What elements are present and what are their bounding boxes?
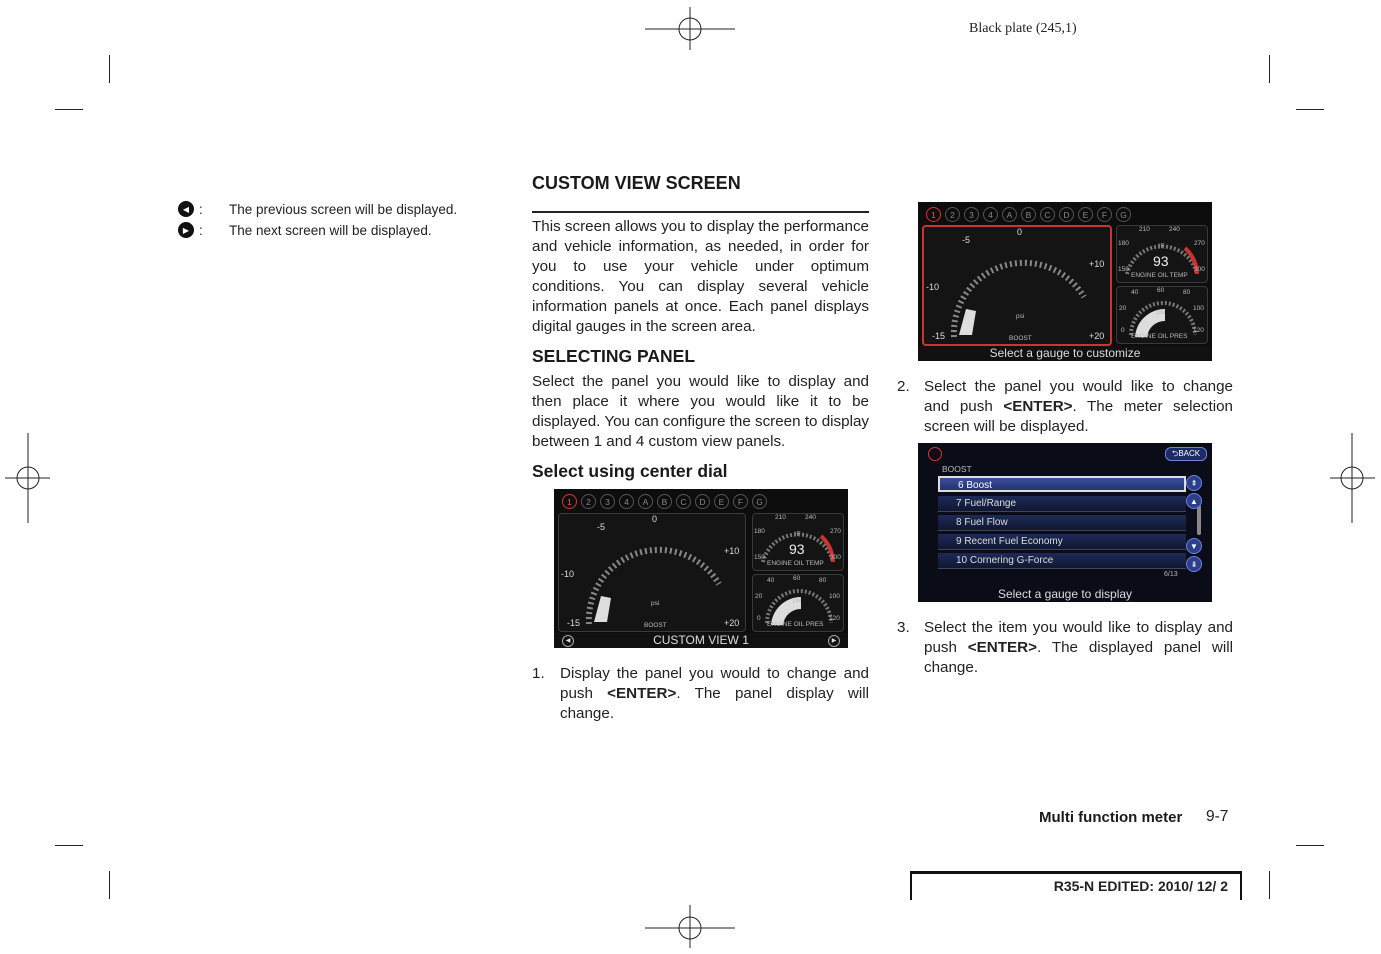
tab[interactable]: 4 [619,494,634,509]
tick-label: -15 [567,618,581,628]
tick-label: 40 [767,577,775,584]
scroll-down-icon[interactable]: ▼ [1186,538,1202,554]
legend-row-previous: ◀ : The previous screen will be displayed. [178,201,457,217]
tab[interactable]: C [1040,207,1055,222]
tab[interactable]: 3 [964,207,979,222]
step-text: . The displayed panel will change. [924,639,1233,676]
gauge-label: BOOST [1009,335,1032,342]
enter-key: <ENTER> [607,685,677,702]
footer-page-number: 9-7 [1206,808,1229,825]
tick-label: 150 [754,554,765,561]
page-down-icon[interactable]: ⇟ [1186,556,1202,572]
oil-pres-gauge-panel[interactable] [1116,286,1208,344]
tick-label: 80 [1183,289,1191,296]
tab[interactable]: G [752,494,767,509]
tick-label: 120 [1193,327,1204,334]
step-text: Select the item you would like to display and push [924,619,1233,656]
back-icon: ⮌ [1171,449,1179,458]
tick-label: +10 [1089,259,1105,269]
tick-label: +20 [724,618,740,628]
tick-label: 180 [1118,240,1129,247]
tab[interactable]: 1 [562,494,577,509]
tick-label: 300 [830,554,841,561]
tab[interactable]: E [1078,207,1093,222]
oil-temp-gauge-panel[interactable] [752,513,844,571]
legend-text: The previous screen will be displayed. [229,201,458,217]
page-indicator: 6/13 [1164,571,1178,578]
registration-mark-right [1330,433,1375,523]
step-text: Select the panel you would like to change and push [924,378,1233,415]
tick-label: 300 [1194,266,1205,273]
prev-screen-icon[interactable]: ◀ [562,635,574,647]
tick-label: 20 [755,593,763,600]
footer-section-title: Multi function meter [1039,809,1183,826]
crop-mark [1269,55,1270,83]
legend-row-next: ▶ : The next screen will be displayed. [178,222,432,238]
back-label: BACK [1178,449,1201,458]
registration-mark-top [645,5,735,50]
gauge-label: ENGINE OIL PRES [1131,333,1188,340]
tick-label: 150 [1118,266,1129,273]
boost-gauge-panel-selected[interactable] [922,225,1112,346]
tick-label: 60 [793,575,801,582]
tick-label: +20 [1089,331,1105,341]
step-2 [897,377,1233,439]
tick-label: 100 [1193,305,1204,312]
menu-item[interactable]: 6 Boost [938,476,1186,492]
gauge-label: BOOST [644,622,667,629]
tab[interactable]: F [1097,207,1112,222]
crop-mark [109,55,110,83]
tick-label: 0 [652,514,658,524]
plate-label: Black plate (245,1) [969,21,1077,36]
tab[interactable]: 3 [600,494,615,509]
crop-mark [109,871,110,899]
tick-label: -5 [962,235,971,245]
selecting-panel-title: SELECTING PANEL [532,346,696,366]
scroll-up-icon[interactable]: ▲ [1186,493,1202,509]
gauge-label: ENGINE OIL PRES [767,621,824,628]
temp-value: 93 [789,541,805,557]
legend-text: The next screen will be displayed. [229,222,432,238]
tab[interactable]: C [676,494,691,509]
gauge-label: ENGINE OIL TEMP [1131,272,1188,279]
intro-paragraph: This screen allows you to display the performance and vehicle information, as needed, in order for you to use your vehicle under optimum conditions. You can display several vehicle information panels at once. Each panel displays digital gauges in the screen area. [532,218,869,335]
caption-text: CUSTOM VIEW 1 [653,633,749,647]
temp-value: 93 [1153,253,1169,269]
tab[interactable]: 4 [983,207,998,222]
crop-mark [1296,109,1324,110]
tick-label: -10 [926,282,940,292]
tick-label: 60 [1157,287,1165,294]
center-dial-title: Select using center dial [532,461,728,481]
tab[interactable]: G [1116,207,1131,222]
menu-item[interactable]: 8 Fuel Flow [938,515,1186,531]
gauge-menu-screenshot [918,443,1212,602]
registration-mark-bottom [645,905,735,950]
right-arrow-icon: ▶ [178,222,194,238]
boost-gauge-dial [559,514,745,631]
edited-text: R35-N EDITED: 2010/ 12/ 2 [1053,878,1228,894]
crop-mark [1296,845,1324,846]
tick-label: 210 [775,514,786,521]
unit-label: psi [793,597,802,604]
tab[interactable]: D [1059,207,1074,222]
unit-label: °F [794,531,801,538]
tab[interactable]: D [695,494,710,509]
enter-key: <ENTER> [967,639,1038,656]
menu-item[interactable]: 10 Cornering G-Force [938,553,1186,569]
oil-pres-gauge-panel[interactable] [752,574,844,632]
left-arrow-icon: ◀ [178,201,194,217]
panel-tabs [926,207,1131,222]
step-text: . The panel display will change. [560,685,869,722]
tick-label: 0 [1017,227,1023,237]
tab[interactable]: A [638,494,653,509]
section-rule [532,211,869,213]
tick-label: 270 [830,528,841,535]
tick-label: 20 [1119,305,1127,312]
tab[interactable]: B [657,494,672,509]
enter-key: <ENTER> [1003,398,1073,415]
tick-label: 0 [1121,327,1125,334]
screen-caption: Select a gauge to customize [918,346,1212,361]
tick-label: 120 [829,615,840,622]
tick-label: +10 [724,546,740,556]
step-3 [897,618,1233,680]
boost-gauge-dial [924,227,1110,344]
selecting-panel-text: Select the panel you would like to display and then place it where you would like it to be displayed. You can configure the screen to display between 1 and 4 custom view panels. [532,373,869,450]
step-number: 3. [897,619,910,636]
tick-label: 180 [754,528,765,535]
tick-label: -15 [932,331,946,341]
tick-label: 80 [819,577,827,584]
menu-scrollbar[interactable] [1197,505,1201,535]
select-gauge-screenshot [918,202,1212,361]
screen-caption [554,633,848,648]
step-number: 2. [897,378,910,395]
gauge-label: ENGINE OIL TEMP [767,560,824,567]
tab[interactable]: 1 [926,207,941,222]
page-up-icon[interactable]: ⇞ [1186,475,1202,491]
tab[interactable]: B [1021,207,1036,222]
unit-label: psi [1157,309,1166,316]
oil-temp-gauge-panel[interactable] [1116,225,1208,283]
tick-label: 210 [1139,226,1150,233]
back-button[interactable] [1165,447,1207,461]
panel-tabs [562,494,767,509]
tab[interactable]: 2 [945,207,960,222]
unit-label: °F [1158,243,1165,250]
crop-mark [55,109,83,110]
tab[interactable]: A [1002,207,1017,222]
section-title: CUSTOM VIEW SCREEN [532,173,741,193]
tick-label: 40 [1131,289,1139,296]
crop-mark [1269,871,1270,899]
menu-item[interactable]: 7 Fuel/Range [938,496,1186,512]
unit-label: psi [651,600,660,607]
menu-category: BOOST [942,464,972,474]
registration-mark-left [5,433,50,523]
unit-label: psi [1016,313,1025,320]
tab[interactable]: F [733,494,748,509]
menu-item[interactable]: 9 Recent Fuel Economy [938,534,1186,550]
crop-mark [55,845,83,846]
tick-label: 240 [1169,226,1180,233]
step-text: Display the panel you would to change and push [560,665,869,702]
tick-label: -5 [597,522,606,532]
next-screen-icon[interactable]: ▶ [828,635,840,647]
tick-label: -10 [561,569,575,579]
tab[interactable]: 2 [581,494,596,509]
screen-caption: Select a gauge to display [918,587,1212,602]
boost-gauge-panel[interactable] [558,513,746,632]
menu-status-icon [928,447,942,461]
tab[interactable]: E [714,494,729,509]
tick-label: 100 [829,593,840,600]
tick-label: 0 [757,615,761,622]
tick-label: 270 [1194,240,1205,247]
tick-label: 240 [805,514,816,521]
edited-stamp [910,871,1242,900]
step-number: 1. [532,665,545,682]
custom-view-screenshot [554,489,848,648]
step-text: . The meter selection screen will be displayed. [924,398,1233,435]
step-1 [532,664,869,726]
